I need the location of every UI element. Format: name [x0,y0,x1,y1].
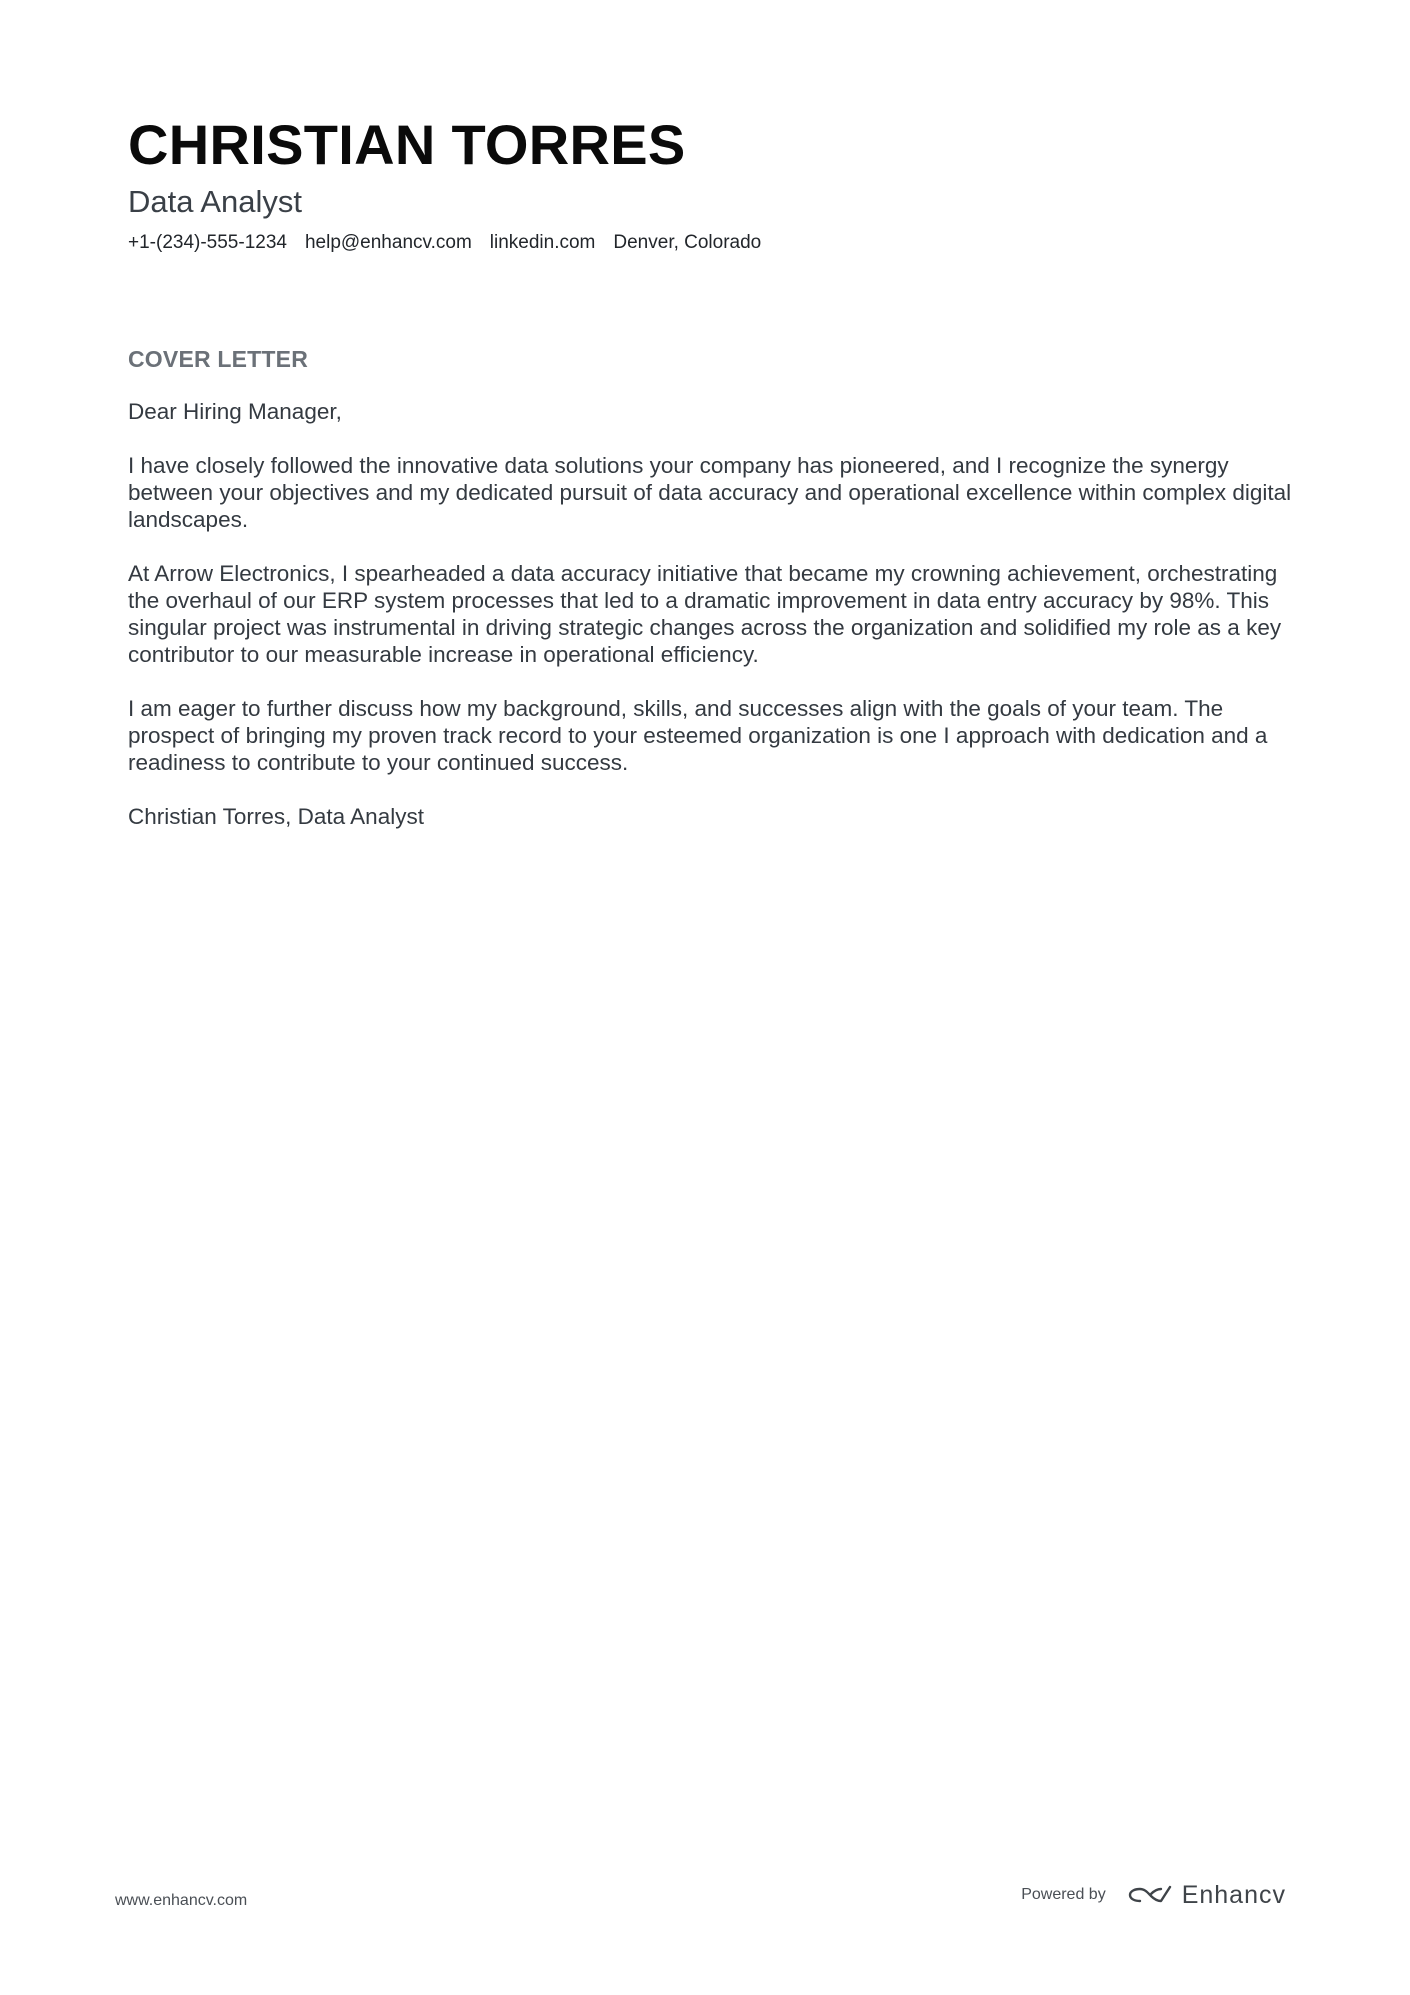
footer-website[interactable]: www.enhancv.com [115,1892,248,1909]
footer-branding [1021,1880,1286,1910]
header [128,108,1288,256]
letter-paragraph-2: At Arrow Electronics, I spearheaded a data accuracy initiative that became my crowning achievement, orchestrating the overhaul of our ERP system processes that led to a dramatic improvement in data entry accuracy by 98%. This singular project was instrumental in driving strategic changes across the organization and solidified my role as a key contributor to our measurable increase in operational efficiency. [128,561,1282,667]
contact-phone: +1-(234)-555-1234 [128,232,287,253]
candidate-name: CHRISTIAN TORRES [128,113,686,176]
contact-location: Denver, Colorado [613,232,762,253]
signature: Christian Torres, Data Analyst [128,804,424,829]
enhancv-logo-icon [1126,1882,1174,1908]
contact-info [128,230,1288,256]
salutation: Dear Hiring Manager, [128,399,342,424]
letter-body [128,344,1298,830]
letter-paragraph-1: I have closely followed the innovative data solutions your company has pioneered, and I recognize the synergy between your objectives and my dedicated pursuit of data accuracy and operational excellence within complex digital landscapes. [128,453,1292,532]
powered-by-label: Powered by [1021,1886,1106,1903]
contact-email[interactable]: help@enhancv.com [304,232,472,253]
brand-logo[interactable] [1126,1880,1286,1910]
candidate-title: Data Analyst [128,184,303,219]
letter-paragraph-3: I am eager to further discuss how my background, skills, and successes align with the goals of your team. The prospect of bringing my proven track record to your esteemed organization is one I approach with dedication and a readiness to contribute to your continued success. [128,696,1268,775]
contact-linkedin[interactable]: linkedin.com [489,232,596,253]
brand-name: Enhancv [1181,1881,1286,1909]
section-title: COVER LETTER [128,346,309,372]
